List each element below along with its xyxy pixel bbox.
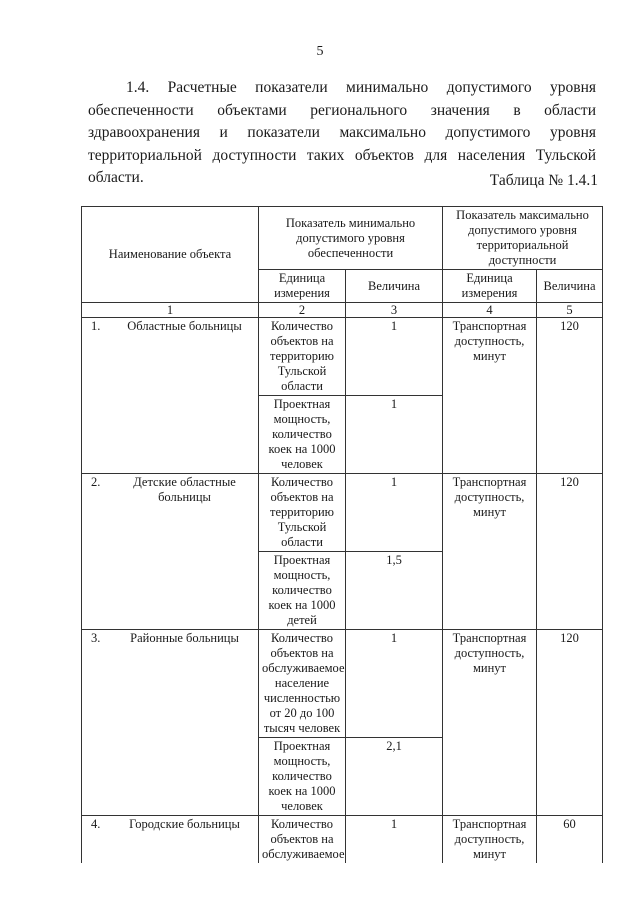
row-number: 1. [91,319,101,333]
min-value-cell: 1 [346,474,443,552]
min-unit-cell: Количество объектов на обслуживаемое [259,816,346,864]
min-value-cell: 1,5 [346,552,443,630]
table-row [82,816,603,864]
min-unit-cell: Проектная мощность, количество коек на 1000 человек [259,396,346,474]
min-value-cell: 1 [346,318,443,396]
min-unit-cell: Количество объектов на территорию Тульской области [259,318,346,396]
row-number: 3. [91,631,101,645]
max-value-cell: 60 [537,816,603,864]
table-row [82,318,603,396]
header-min-group: Показатель минимально допустимого уровня обеспеченности [259,207,443,270]
min-unit-cell: Проектная мощность, количество коек на 1000 человек [259,738,346,816]
header-max-value: Величина [537,270,603,303]
object-name-cell [82,816,259,864]
object-name-cell [82,318,259,474]
max-unit-cell: Транспортная доступность, минут [443,630,537,816]
table-caption: Таблица № 1.4.1 [489,172,598,189]
table-header-row [82,207,603,270]
header-min-value: Величина [346,270,443,303]
indicators-table [81,206,603,863]
page-number: 5 [316,44,324,59]
column-number: 1 [82,303,259,318]
object-name: Районные больницы [130,631,239,645]
object-name-cell [82,474,259,630]
intro-paragraph: 1.4. Расчетные показатели минимально допустимого уровня обеспеченности объектами регионального значения в области здравоохранения и показатели максимально допустимого уровня территориальной доступности таких объектов для населения Тульской области. [88,79,596,186]
max-value-cell: 120 [537,474,603,630]
min-unit-cell: Проектная мощность, количество коек на 1000 детей [259,552,346,630]
table-row [82,630,603,738]
min-value-cell: 1 [346,630,443,738]
max-unit-cell: Транспортная доступность, минут [443,474,537,630]
max-unit-cell: Транспортная доступность, минут [443,318,537,474]
min-value-cell: 2,1 [346,738,443,816]
column-numbers-row [82,303,603,318]
object-name-cell [82,630,259,816]
header-max-unit: Единица измерения [443,270,537,303]
min-value-cell: 1 [346,396,443,474]
column-number: 3 [346,303,443,318]
object-name: Областные больницы [127,319,242,333]
max-value-cell: 120 [537,318,603,474]
header-object-name: Наименование объекта [82,207,259,303]
row-number: 4. [91,817,101,831]
object-name: Детские областные больницы [133,475,236,504]
object-name: Городские больницы [129,817,240,831]
min-value-cell: 1 [346,816,443,864]
header-max-group: Показатель максимально допустимого уровня территориальной доступности [443,207,603,270]
header-min-unit: Единица измерения [259,270,346,303]
column-number: 5 [537,303,603,318]
column-number: 2 [259,303,346,318]
table-row [82,474,603,552]
max-value-cell: 120 [537,630,603,816]
min-unit-cell: Количество объектов на обслуживаемое население численностью от 20 до 100 тысяч человек [259,630,346,738]
max-unit-cell: Транспортная доступность, минут [443,816,537,864]
min-unit-cell: Количество объектов на территорию Тульской области [259,474,346,552]
row-number: 2. [91,475,101,489]
column-number: 4 [443,303,537,318]
